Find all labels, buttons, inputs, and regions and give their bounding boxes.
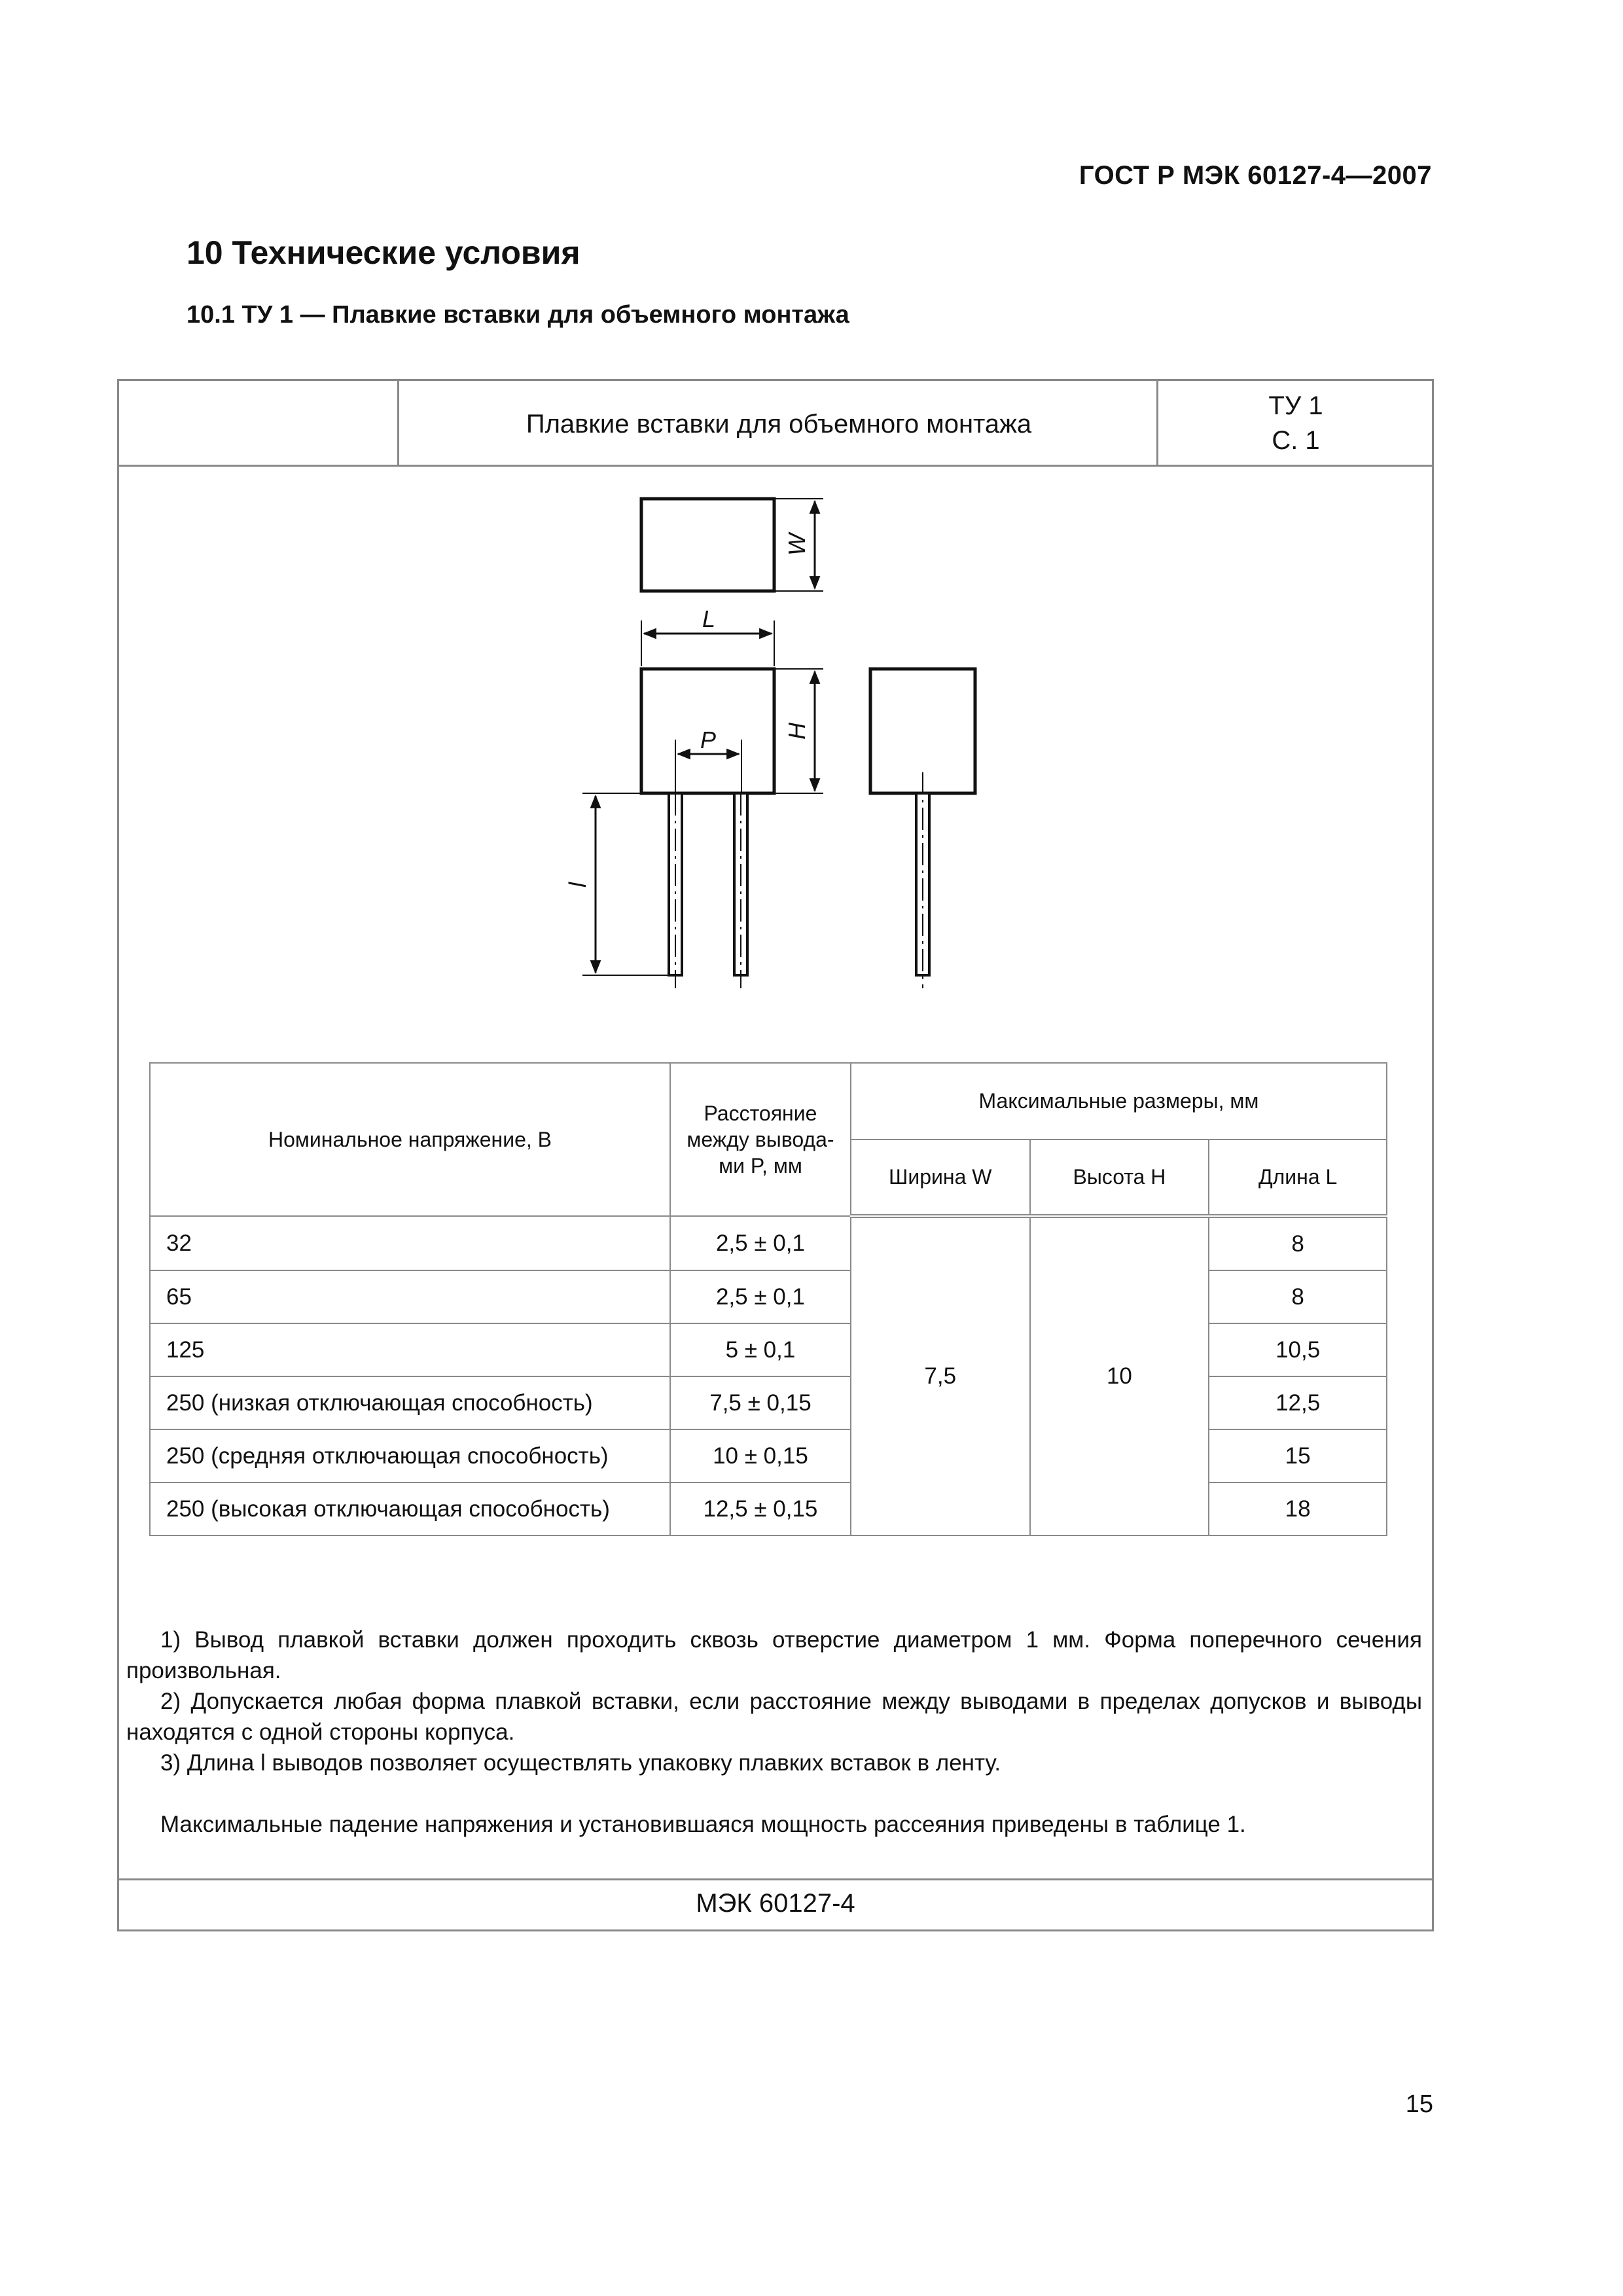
subsection-title: 10.1 ТУ 1 — Плавкие вставки для объемного монтажа [187, 301, 849, 329]
table-row [150, 1216, 1387, 1270]
header-max-dims: Максимальные размеры, мм [851, 1063, 1387, 1139]
note-4 [126, 1809, 1422, 1840]
sheet-title: Плавкие вставки для объемного монтажа [526, 410, 1032, 439]
dimensions-table [149, 1062, 1387, 1536]
cell-length: 10,5 [1209, 1323, 1387, 1376]
note-1 [126, 1624, 1422, 1686]
header-voltage: Номинальное напряжение, В [150, 1063, 670, 1216]
top-view-body [641, 499, 774, 591]
header-spacing: Расстояние между вывода-ми P, мм [670, 1063, 851, 1216]
page-number: 15 [1405, 2090, 1433, 2118]
note-2 [126, 1686, 1422, 1748]
header-length: Длина L [1209, 1139, 1387, 1216]
note-3-text: 3) Длина l выводов позволяет осуществлять упаковку плавких вставок в ленту. [160, 1750, 1001, 1776]
fuse-dimension-drawing [0, 0, 1623, 1021]
sheet-number: С. 1 [1272, 426, 1320, 455]
cell-length: 12,5 [1209, 1376, 1387, 1429]
cell-length: 18 [1209, 1482, 1387, 1535]
note-4-text: Максимальные падение напряжения и установившаяся мощность рассеяния приведены в таблице 1. [160, 1812, 1246, 1837]
cell-spacing: 2,5 ± 0,1 [670, 1216, 851, 1270]
cell-length: 8 [1209, 1270, 1387, 1323]
cell-length: 8 [1209, 1216, 1387, 1270]
cell-spacing: 5 ± 0,1 [670, 1323, 851, 1376]
cell-height-common: 10 [1030, 1216, 1209, 1535]
footer-reference: МЭК 60127-4 [696, 1889, 855, 1918]
label-w: W [783, 533, 810, 556]
header-width: Ширина W [851, 1139, 1030, 1216]
cell-voltage: 65 [150, 1270, 670, 1323]
label-lead-length: l [564, 882, 591, 888]
cell-length: 15 [1209, 1429, 1387, 1482]
cell-voltage: 250 (высокая отключающая способность) [150, 1482, 670, 1535]
cell-spacing: 12,5 ± 0,15 [670, 1482, 851, 1535]
cell-spacing: 10 ± 0,15 [670, 1429, 851, 1482]
header-height: Высота H [1030, 1139, 1209, 1216]
document-code: ГОСТ Р МЭК 60127-4—2007 [1079, 161, 1432, 190]
label-p: P [700, 726, 717, 753]
note-2-text: 2) Допускается любая форма плавкой вставки, если расстояние между выводами в пределах допусков и выводы находятся с одной стороны корпуса. [126, 1689, 1422, 1745]
section-title: 10 Технические условия [187, 234, 580, 271]
cell-width-common: 7,5 [851, 1216, 1030, 1535]
cell-spacing: 2,5 ± 0,1 [670, 1270, 851, 1323]
note-1-text: 1) Вывод плавкой вставки должен проходить сквозь отверстие диаметром 1 мм. Форма поперечного сечения произвольная. [126, 1627, 1422, 1683]
label-l: L [702, 605, 716, 632]
cell-voltage: 32 [150, 1216, 670, 1270]
cell-voltage: 250 (низкая отключающая способность) [150, 1376, 670, 1429]
note-3 [126, 1748, 1422, 1778]
cell-voltage: 250 (средняя отключающая способность) [150, 1429, 670, 1482]
cell-spacing: 7,5 ± 0,15 [670, 1376, 851, 1429]
label-h: H [783, 723, 810, 740]
spec-code: ТУ 1 [1268, 391, 1323, 420]
footer-divider [117, 1878, 1434, 1880]
cell-voltage: 125 [150, 1323, 670, 1376]
